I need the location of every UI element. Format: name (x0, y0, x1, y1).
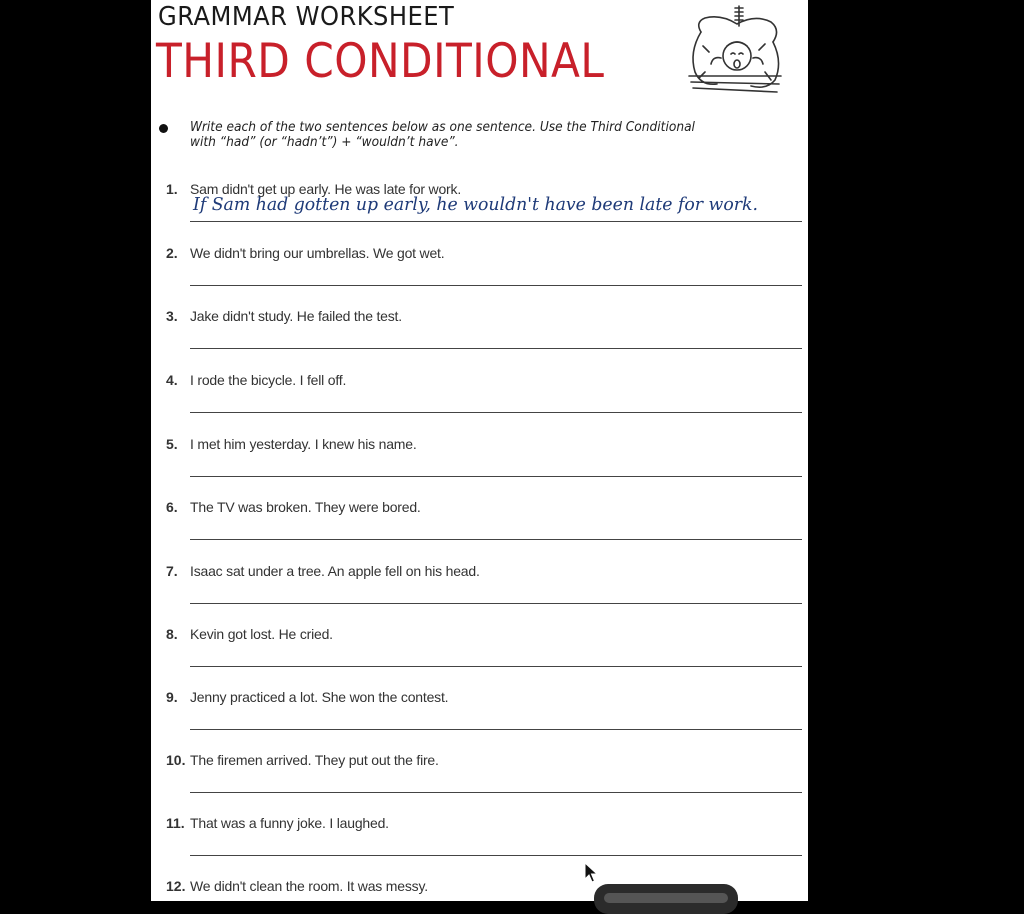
answer-line (190, 412, 802, 413)
exercise-item-9 (151, 689, 808, 749)
item-prompt: I met him yesterday. I knew his name. (190, 436, 417, 452)
answer-line (190, 539, 802, 540)
exercise-item-7 (151, 563, 808, 623)
answer-line (190, 221, 802, 222)
item-number: 5. (166, 436, 178, 452)
exercise-item-2 (151, 245, 808, 305)
item-number: 2. (166, 245, 178, 261)
item-number: 3. (166, 308, 178, 324)
instruction-text (190, 120, 808, 150)
item-number: 6. (166, 499, 178, 515)
item-number: 10. (166, 752, 186, 768)
item-prompt: The firemen arrived. They put out the fire. (190, 752, 439, 768)
instruction-line-2: with “had” (or “hadn’t”) + “wouldn’t have”. (190, 135, 459, 150)
item-prompt: We didn't bring our umbrellas. We got wet. (190, 245, 445, 261)
answer-line (190, 792, 802, 793)
item-number: 12. (166, 878, 186, 894)
answer-line (190, 285, 802, 286)
instruction-line-1: Write each of the two sentences below as one sentence. Use the Third Conditional (190, 120, 695, 135)
item-answer: If Sam had gotten up early, he wouldn't have been late for work. (193, 194, 758, 215)
video-progress-track[interactable] (604, 893, 728, 903)
item-number: 1. (166, 181, 178, 197)
exercise-item-5 (151, 436, 808, 496)
video-control-bar[interactable] (594, 884, 738, 914)
item-prompt: Isaac sat under a tree. An apple fell on his head. (190, 563, 480, 579)
bullet-icon (159, 124, 168, 133)
person-in-bed-icon (681, 2, 785, 102)
item-number: 9. (166, 689, 178, 705)
answer-line (190, 729, 802, 730)
worksheet-title: THIRD CONDITIONAL (156, 34, 605, 89)
answer-line (190, 603, 802, 604)
worksheet-page (151, 0, 808, 901)
item-number: 4. (166, 372, 178, 388)
item-prompt: The TV was broken. They were bored. (190, 499, 421, 515)
exercise-item-8 (151, 626, 808, 686)
item-number: 7. (166, 563, 178, 579)
exercise-item-6 (151, 499, 808, 559)
exercise-item-3 (151, 308, 808, 368)
answer-line (190, 476, 802, 477)
item-prompt: Kevin got lost. He cried. (190, 626, 333, 642)
item-number: 8. (166, 626, 178, 642)
mouse-pointer-icon (584, 862, 598, 884)
item-prompt: Sam didn't get up early. He was late for work. (190, 181, 462, 197)
exercise-item-11 (151, 815, 808, 875)
worksheet-header: GRAMMAR WORKSHEET (158, 2, 455, 32)
item-prompt: That was a funny joke. I laughed. (190, 815, 389, 831)
answer-line (190, 855, 802, 856)
item-prompt: We didn't clean the room. It was messy. (190, 878, 428, 894)
answer-line (190, 666, 802, 667)
exercise-item-10 (151, 752, 808, 812)
exercise-item-1 (151, 181, 808, 241)
item-prompt: Jake didn't study. He failed the test. (190, 308, 402, 324)
item-prompt: I rode the bicycle. I fell off. (190, 372, 347, 388)
answer-line (190, 348, 802, 349)
item-number: 11. (166, 815, 185, 831)
exercise-item-4 (151, 372, 808, 432)
item-prompt: Jenny practiced a lot. She won the contest. (190, 689, 449, 705)
